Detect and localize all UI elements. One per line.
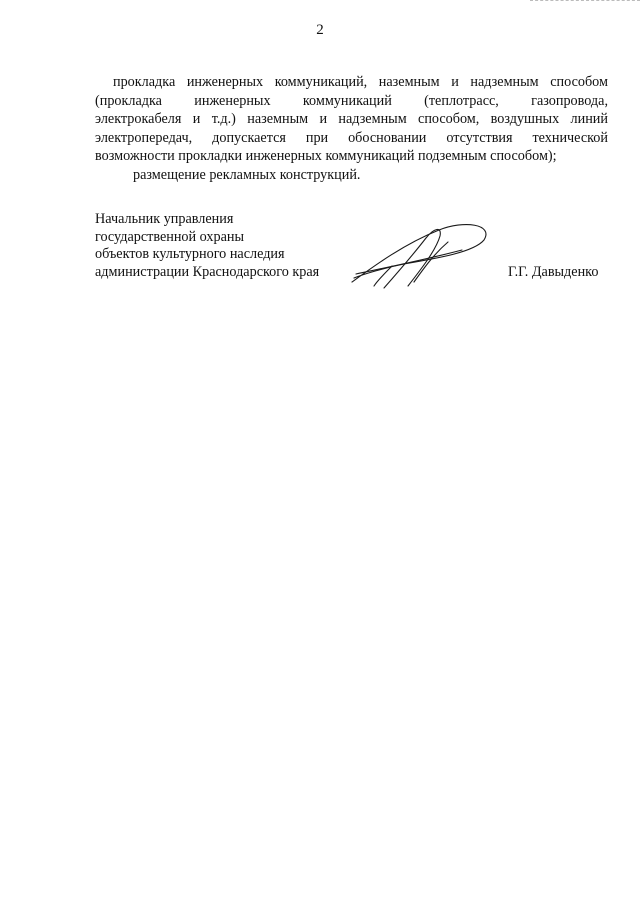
paragraph-line: возможности прокладки инженерных коммуникаций подземным способом);	[95, 148, 557, 164]
paragraph-line: размещение рекламных конструкций.	[133, 166, 361, 183]
body-text	[95, 73, 608, 184]
position-line: администрации Краснодарского края	[95, 263, 320, 280]
paragraph-line: прокладка инженерных коммуникаций, наземным и надземным способом	[113, 74, 608, 90]
paragraph-line: электрокабеля и т.д.) наземным и надземным способом, воздушных линий	[95, 111, 608, 127]
paragraph-line: (прокладка инженерных коммуникаций (теплотрасс, газопровода,	[95, 92, 608, 109]
scan-edge-mark	[530, 0, 640, 2]
position-line: Начальник управления	[95, 211, 234, 227]
page-number: 2	[316, 22, 324, 38]
position-line: объектов культурного наследия	[95, 246, 285, 262]
signatory-name: Г.Г. Давыденко	[508, 264, 599, 280]
handwritten-signature	[344, 216, 494, 296]
paragraph-line: электропередач, допускается при обосновании отсутствия технической	[95, 129, 608, 146]
signatory-position	[95, 211, 319, 281]
position-line: государственной охраны	[95, 228, 245, 245]
